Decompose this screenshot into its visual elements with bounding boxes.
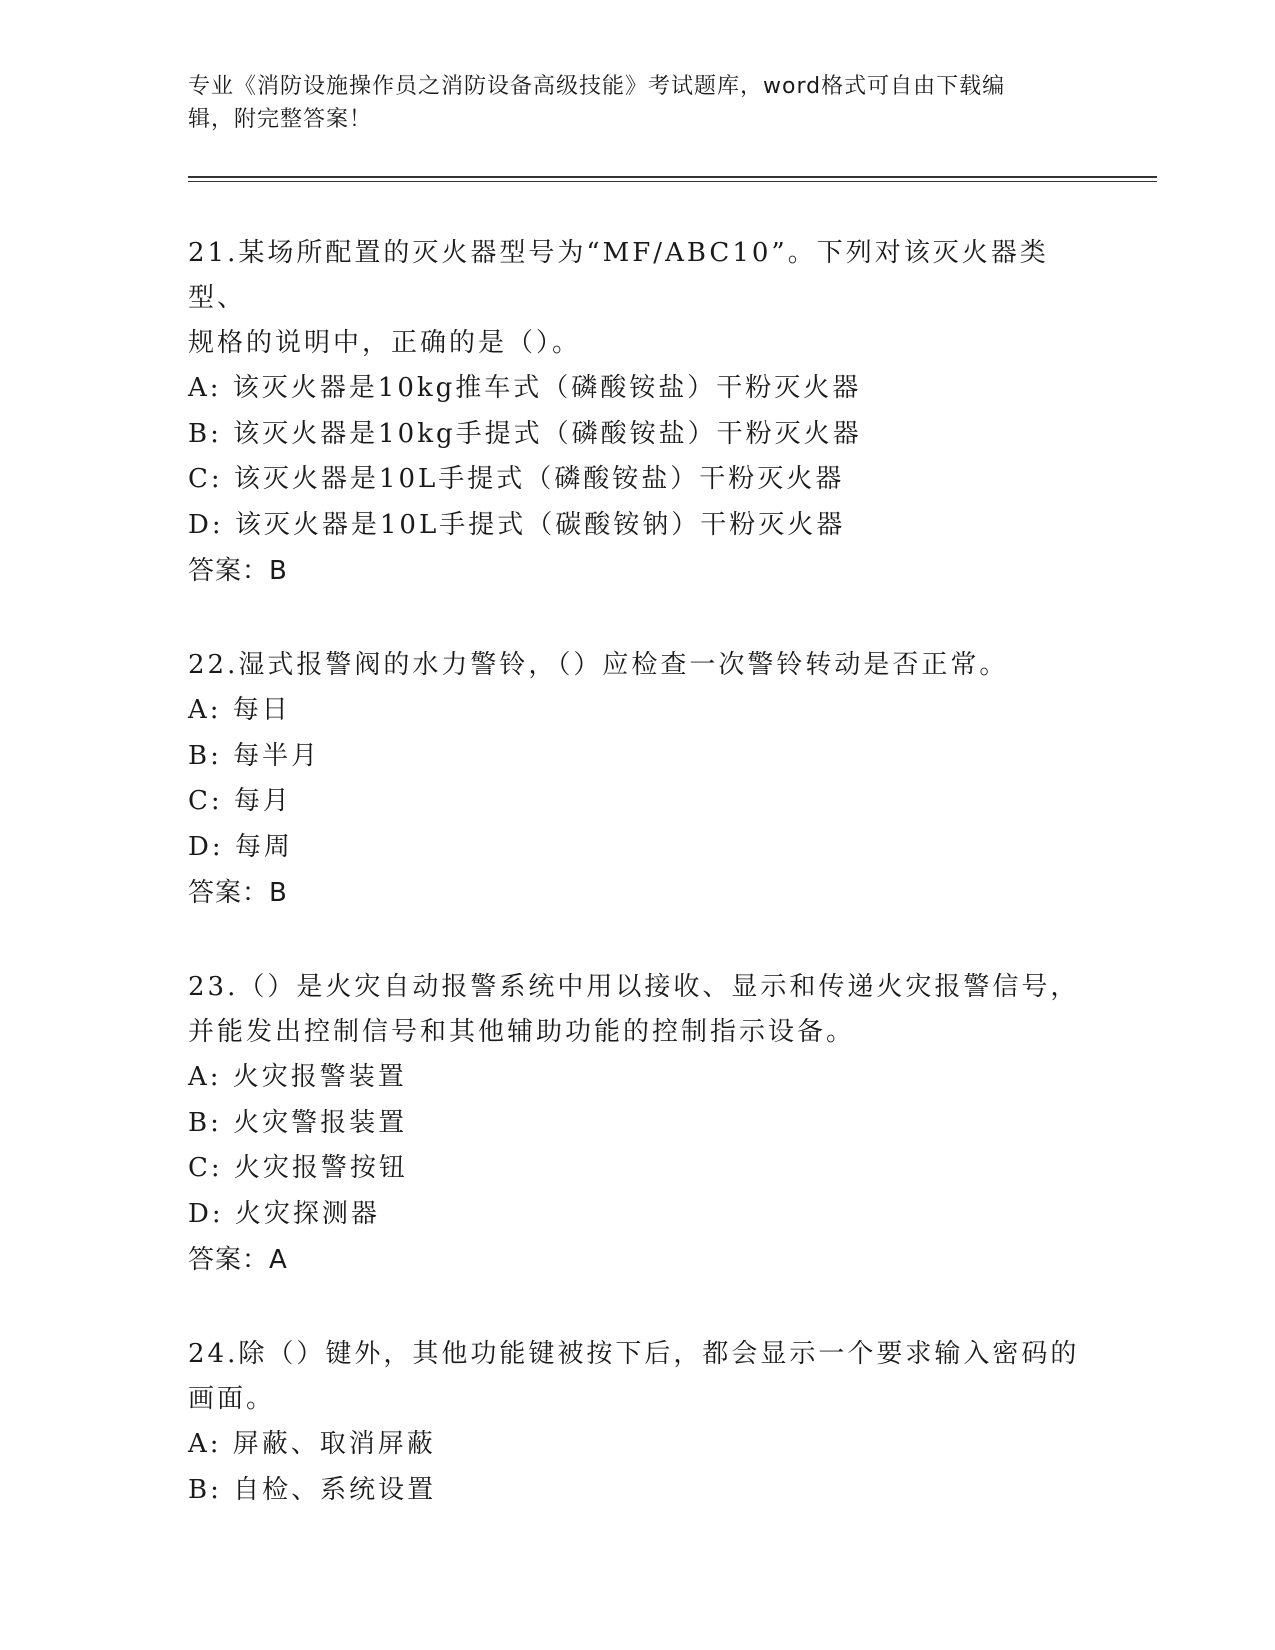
question-text-line-2: 并能发出控制信号和其他辅助功能的控制指示设备。 (188, 1017, 856, 1047)
option-a: A: 该灭火器是10kg推车式（磷酸铵盐）干粉灭火器 (188, 373, 862, 403)
question-text-line-1: 21.某场所配置的灭火器型号为“MF/ABC10”。下列对该灭火器类型、 (188, 238, 1049, 313)
question-text (188, 1332, 1088, 1422)
question-list (188, 231, 1088, 1562)
question-text-line-2: 规格的说明中，正确的是（）。 (188, 328, 582, 358)
header-divider (188, 176, 1157, 178)
question-text-line-1: 22.湿式报警阀的水力警铃，（）应检查一次警铃转动是否正常。 (188, 650, 1009, 680)
question-text (188, 643, 1088, 688)
option-a: A: 每日 (188, 695, 291, 725)
question-text-line-1: 24.除（）键外，其他功能键被按下后，都会显示一个要求输入密码的 (188, 1339, 1080, 1369)
option-c: C: 该灭火器是10L手提式（磷酸铵盐）干粉灭火器 (188, 464, 845, 494)
option-d: D: 每周 (188, 831, 293, 862)
option-a: A: 屏蔽、取消屏蔽 (188, 1429, 436, 1459)
header-divider-thin (188, 181, 1157, 182)
answer: 答案：A (188, 1245, 288, 1275)
option-b: B: 火灾警报装置 (188, 1107, 408, 1138)
question-21 (188, 231, 1088, 594)
question-24 (188, 1332, 1088, 1513)
option-a: A: 火灾报警装置 (188, 1062, 407, 1092)
option-b: B: 每半月 (188, 740, 321, 771)
question-text-line-1: 23.（）是火灾自动报警系统中用以接收、显示和传递火灾报警信号， (188, 972, 1080, 1002)
option-d: D: 该灭火器是10L手提式（碳酸铵钠）干粉灭火器 (188, 509, 846, 540)
option-b: B: 该灭火器是10kg手提式（磷酸铵盐）干粉灭火器 (188, 418, 862, 449)
document-header (188, 70, 1088, 136)
option-c: C: 每月 (188, 786, 292, 816)
question-23 (188, 965, 1088, 1283)
question-text-line-2: 画面。 (188, 1384, 276, 1414)
option-d: D: 火灾探测器 (188, 1198, 380, 1229)
question-text (188, 965, 1088, 1055)
answer: 答案：B (188, 878, 288, 908)
answer: 答案：B (188, 556, 288, 586)
header-line-1: 专业《消防设施操作员之消防设备高级技能》考试题库，word格式可自由下载编 (188, 74, 1006, 99)
header-line-2: 辑，附完整答案！ (188, 107, 373, 132)
question-22 (188, 643, 1088, 916)
option-c: C: 火灾报警按钮 (188, 1153, 408, 1183)
question-text (188, 231, 1088, 366)
option-b: B: 自检、系统设置 (188, 1474, 437, 1505)
